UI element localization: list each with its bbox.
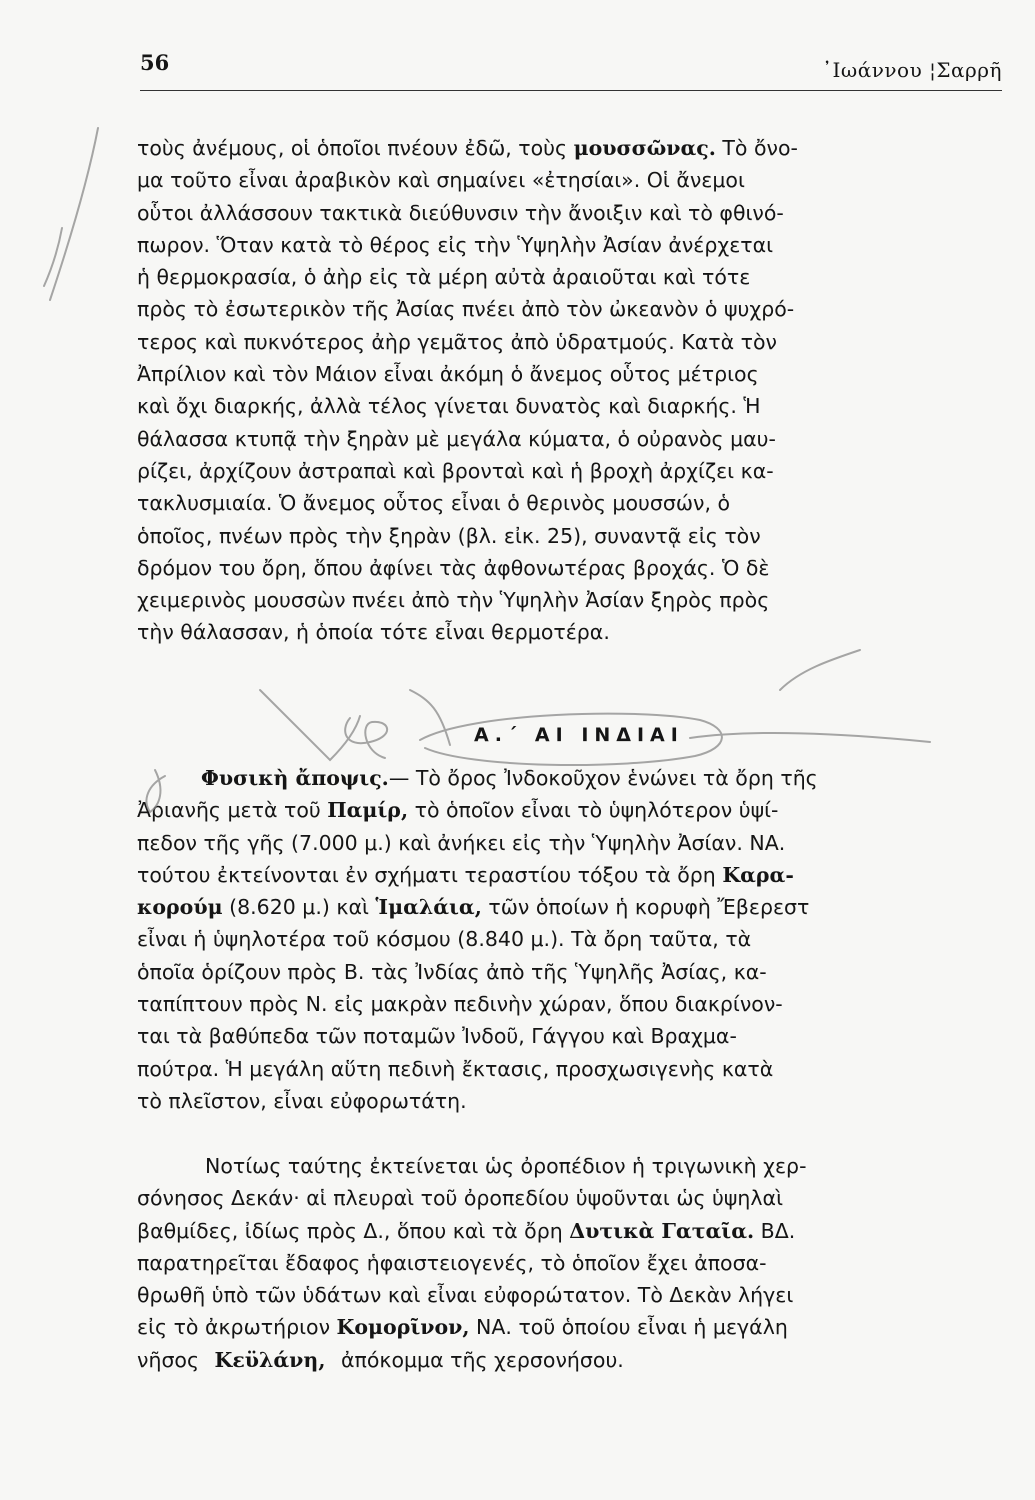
text-line: πούτρα. Ἡ μεγάλη αὕτη πεδινὴ ἔκτασις, προσχωσιγενὴς κατὰ [137, 1056, 774, 1081]
text-line: ρίζει, ἀρχίζουν ἀστραπαὶ καὶ βρονταὶ καὶ ἡ βροχὴ ἀρχίζει κα- [137, 458, 774, 483]
margin-pencil-stroke [44, 228, 62, 286]
text-line: χειμερινὸς μουσσὼν πνέει ἀπὸ τὴν Ὑψηλὴν Ἀσίαν ξηρὸς πρὸς [137, 588, 770, 613]
text-line: μα τοῦτο εἶναι ἀραβικὸν καὶ σημαίνει «ἐτησίαι». Οἱ ἄνεμοι [137, 168, 745, 193]
text-line: τακλυσμιαία. Ὁ ἄνεμος οὗτος εἶναι ὁ θερινὸς μουσσών, ὁ [137, 491, 731, 516]
running-head: ᾿Ιωάννου ¦Σαρρῆ [822, 58, 1002, 82]
text-line: Ἀριανῆς μετὰ τοῦ Παμίρ, τὸ ὁποῖον εἶναι τὸ ὑψηλότερον ὑψί- [137, 798, 779, 823]
text-line: πεδον τῆς γῆς (7.000 μ.) καὶ ἀνήκει εἰς τὴν Ὑψηλὴν Ἀσίαν. ΝΑ. [137, 830, 786, 855]
text-line: τοὺς ἀνέμους, οἱ ὁποῖοι πνέουν ἐδῶ, τοὺς μουσσῶνας. Τὸ ὄνο- [137, 136, 798, 160]
text-line: σόνησος Δεκάν· αἱ πλευραὶ τοῦ ὀροπεδίου ὑψοῦνται ὡς ὑψηλαὶ [137, 1186, 784, 1211]
paragraph-monsoons [137, 132, 1005, 649]
text-line: εἰς τὸ ἀκρωτήριον Κομορῖνον, ΝΑ. τοῦ ὁποίου εἶναι ἡ μεγάλη [137, 1315, 788, 1340]
text-line: τερος καὶ πυκνότερος ἀὴρ γεμᾶτος ἀπὸ ὑδρατμούς. Κατὰ τὸν [137, 329, 777, 354]
paragraph-physical-features [137, 762, 1005, 1117]
page-header [140, 50, 1002, 91]
margin-pencil-stroke [50, 128, 98, 300]
pencil-strike [780, 650, 860, 690]
text-line: δρόμον του ὄρη, ὅπου ἀφίνει τὰς ἀφθονωτέρας βροχάς. Ὁ δὲ [137, 555, 770, 580]
text-line: θάλασσα κτυπᾷ τὴν ξηρὰν μὲ μεγάλα κύματα, ὁ οὐρανὸς μαυ- [137, 426, 776, 451]
text-line: βαθμίδες, ἰδίως πρὸς Δ., ὅπου καὶ τὰ ὄρη Δυτικὰ Γαταῖα. ΒΔ. [137, 1218, 796, 1243]
text-line: τὴν θάλασσαν, ἡ ὁποία τότε εἶναι θερμοτέρα. [137, 620, 610, 645]
section-header [0, 718, 1035, 758]
text-line: πρὸς τὸ ἐσωτερικὸν τῆς Ἀσίας πνέει ἀπὸ τὸν ὠκεανὸν ὁ ψυχρό- [137, 297, 795, 322]
text-line: τὸ πλεῖστον, εἶναι εὐφορωτάτη. [137, 1088, 467, 1113]
text-line: καὶ ὄχι διαρκής, ἀλλὰ τέλος γίνεται δυνατὸς καὶ διαρκής. Ἡ [137, 394, 761, 419]
text-line: ὁποῖα ὁρίζουν πρὸς Β. τὰς Ἰνδίας ἀπὸ τῆς Ὑψηλῆς Ἀσίας, κα- [137, 959, 767, 984]
text-line: τούτου ἐκτείνονται ἐν σχήματι τεραστίου τόξου τὰ ὄρη Καρα- [137, 862, 794, 887]
text-line: κορούμ (8.620 μ.) καὶ Ἱμαλάια, τῶν ὁποίων ἡ κορυφὴ Ἔβερεστ [137, 895, 810, 920]
text-line: πωρον. Ὅταν κατὰ τὸ θέρος εἰς τὴν Ὑψηλὴν Ἀσίαν ἀνέρχεται [137, 232, 774, 257]
page-number: 56 [140, 50, 170, 75]
text-line: εἶναι ἡ ὑψηλοτέρα τοῦ κόσμου (8.840 μ.). Τὰ ὄρη ταῦτα, τὰ [137, 927, 752, 952]
text-line: ἡ θερμοκρασία, ὁ ἀὴρ εἰς τὰ μέρη αὐτὰ ἀραιοῦται καὶ τότε [137, 265, 751, 290]
text-line: ταπίπτουν πρὸς Ν. εἰς μακρὰν πεδινὴν χώραν, ὅπου διακρίνον- [137, 992, 783, 1017]
text-line: παρατηρεῖται ἔδαφος ἡφαιστειογενές, τὸ ὁποῖον ἔχει ἀποσα- [137, 1250, 767, 1275]
section-heading: Α.΄ ΑΙ ΙΝΔΙΑΙ [474, 724, 684, 746]
text-line: οὗτοι ἀλλάσσουν τακτικὰ διεύθυνσιν τὴν ἄνοιξιν καὶ τὸ φθινό- [137, 200, 784, 225]
text-line: ται τὰ βαθύπεδα τῶν ποταμῶν Ἰνδοῦ, Γάγγου καὶ Βραχμα- [137, 1024, 737, 1049]
text-line: Ἀπρίλιον καὶ τὸν Μάιον εἶναι ἀκόμη ὁ ἄνεμος οὗτος μέτριος [137, 362, 759, 387]
text-line: Νοτίως ταύτης ἐκτείνεται ὡς ὀροπέδιον ἡ τριγωνικὴ χερ- [205, 1154, 807, 1178]
paragraph-deccan [137, 1150, 1005, 1376]
text-line: θρωθῆ ὑπὸ τῶν ὑδάτων καὶ εἶναι εὐφορώτατον. Τὸ Δεκὰν λήγει [137, 1283, 794, 1308]
text-line: νῆσος Κεϋλάνη, ἀπόκομμα τῆς χερσονήσου. [137, 1347, 624, 1372]
text-line: Φυσικὴ ἄποψις.— Τὸ ὄρος Ἰνδοκοῦχον ἑνώνει τὰ ὄρη τῆς [201, 766, 818, 790]
text-line: ὁποῖος, πνέων πρὸς τὴν ξηρὰν (βλ. εἰκ. 25), συναντᾷ εἰς τὸν [137, 523, 761, 548]
